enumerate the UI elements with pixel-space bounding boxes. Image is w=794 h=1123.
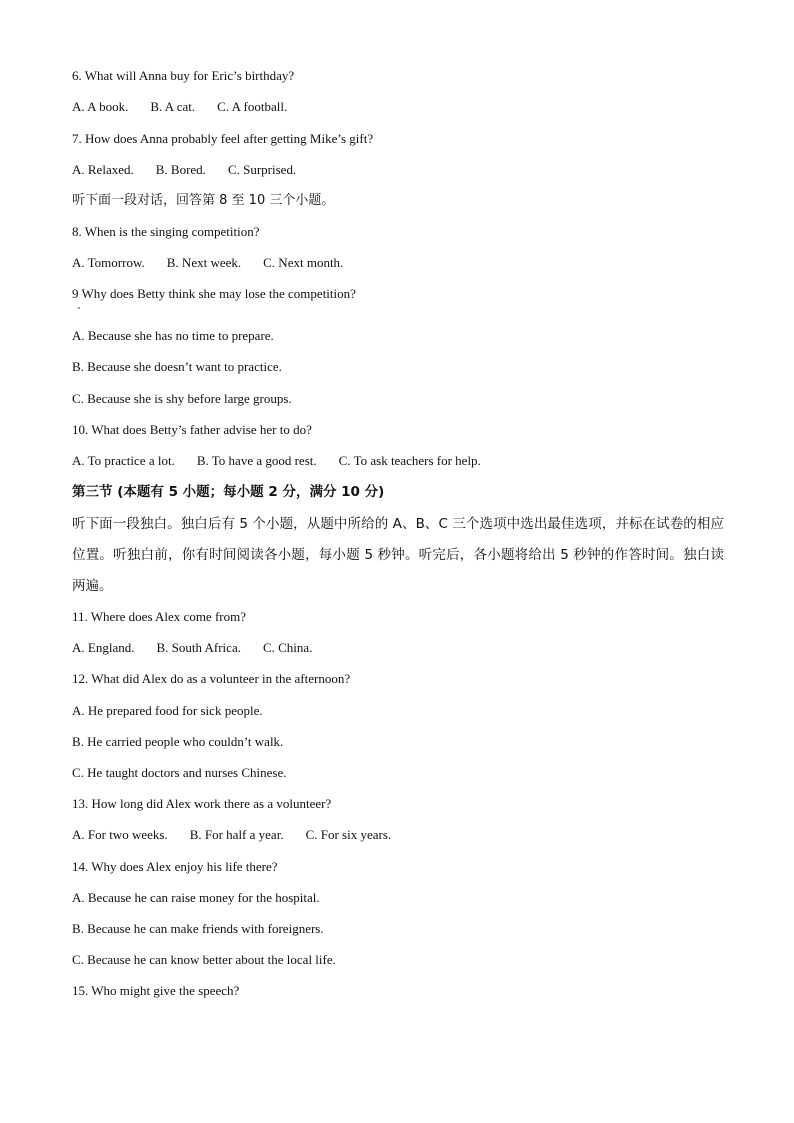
question-8: 8. When is the singing competition? (72, 224, 260, 239)
question-12: 12. What did Alex do as a volunteer in the afternoon? (72, 671, 351, 686)
question-14-option-a: A. Because he can raise money for the hospital. (72, 890, 320, 905)
question-11: 11. Where does Alex come from? (72, 609, 246, 624)
question-14-option-b: B. Because he can make friends with foreigners. (72, 921, 324, 936)
option-a: A. For two weeks. (72, 827, 168, 842)
stray-dot (78, 307, 80, 309)
option-c: C. Surprised. (227, 162, 297, 177)
option-b: B. Next week. (166, 255, 242, 270)
question-9-option-a: A. Because she has no time to prepare. (72, 328, 274, 343)
question-12-option-b: B. He carried people who couldn’t walk. (72, 734, 284, 749)
option-c: C. China. (262, 640, 313, 655)
option-b: B. Bored. (155, 162, 206, 177)
option-b: B. South Africa. (156, 640, 241, 655)
section-3-instruction: 听下面一段独白。独白后有 5 个小题，从题中所给的 A、B、C 三个选项中选出最佳选项，并标在试卷的相应位置。听独白前，你有时间阅读各小题，每小题 5 秒钟。听完后，各小题将给出 5 秒钟的作答时间。独白读两遍。 (72, 516, 724, 594)
option-c: C. To ask teachers for help. (338, 453, 481, 468)
question-9-option-c: C. Because she is shy before large groups. (72, 391, 292, 406)
question-12-option-a: A. He prepared food for sick people. (72, 703, 263, 718)
question-13-options (72, 827, 391, 843)
option-b: B. To have a good rest. (196, 453, 317, 468)
option-a: A. Tomorrow. (72, 255, 145, 270)
option-a: A. A book. (72, 99, 129, 114)
option-b: B. A cat. (150, 99, 196, 114)
question-14: 14. Why does Alex enjoy his life there? (72, 859, 278, 874)
option-b: B. For half a year. (189, 827, 284, 842)
section-3-heading: 第三节 (本题有 5 小题；每小题 2 分，满分 10 分) (72, 484, 385, 500)
question-9: 9 Why does Betty think she may lose the competition? (72, 286, 356, 301)
question-12-option-c: C. He taught doctors and nurses Chinese. (72, 765, 287, 780)
question-8-options (72, 255, 343, 271)
option-a: A. Relaxed. (72, 162, 134, 177)
question-11-options (72, 640, 312, 656)
instruction-8-10: 听下面一段对话，回答第 8 至 10 三个小题。 (72, 193, 335, 208)
question-6: 6. What will Anna buy for Eric’s birthday? (72, 68, 295, 83)
question-9-option-b: B. Because she doesn’t want to practice. (72, 359, 282, 374)
option-c: C. Next month. (263, 255, 344, 270)
option-c: C. For six years. (305, 827, 392, 842)
question-7-options (72, 162, 296, 178)
question-7: 7. How does Anna probably feel after getting Mike’s gift? (72, 131, 374, 146)
question-14-option-c: C. Because he can know better about the local life. (72, 952, 336, 967)
question-6-options (72, 99, 287, 115)
question-10: 10. What does Betty’s father advise her to do? (72, 422, 312, 437)
option-a: A. England. (72, 640, 135, 655)
question-10-options (72, 453, 481, 469)
question-13: 13. How long did Alex work there as a volunteer? (72, 796, 332, 811)
option-a: A. To practice a lot. (72, 453, 175, 468)
option-c: C. A football. (217, 99, 288, 114)
question-15: 15. Who might give the speech? (72, 983, 240, 998)
